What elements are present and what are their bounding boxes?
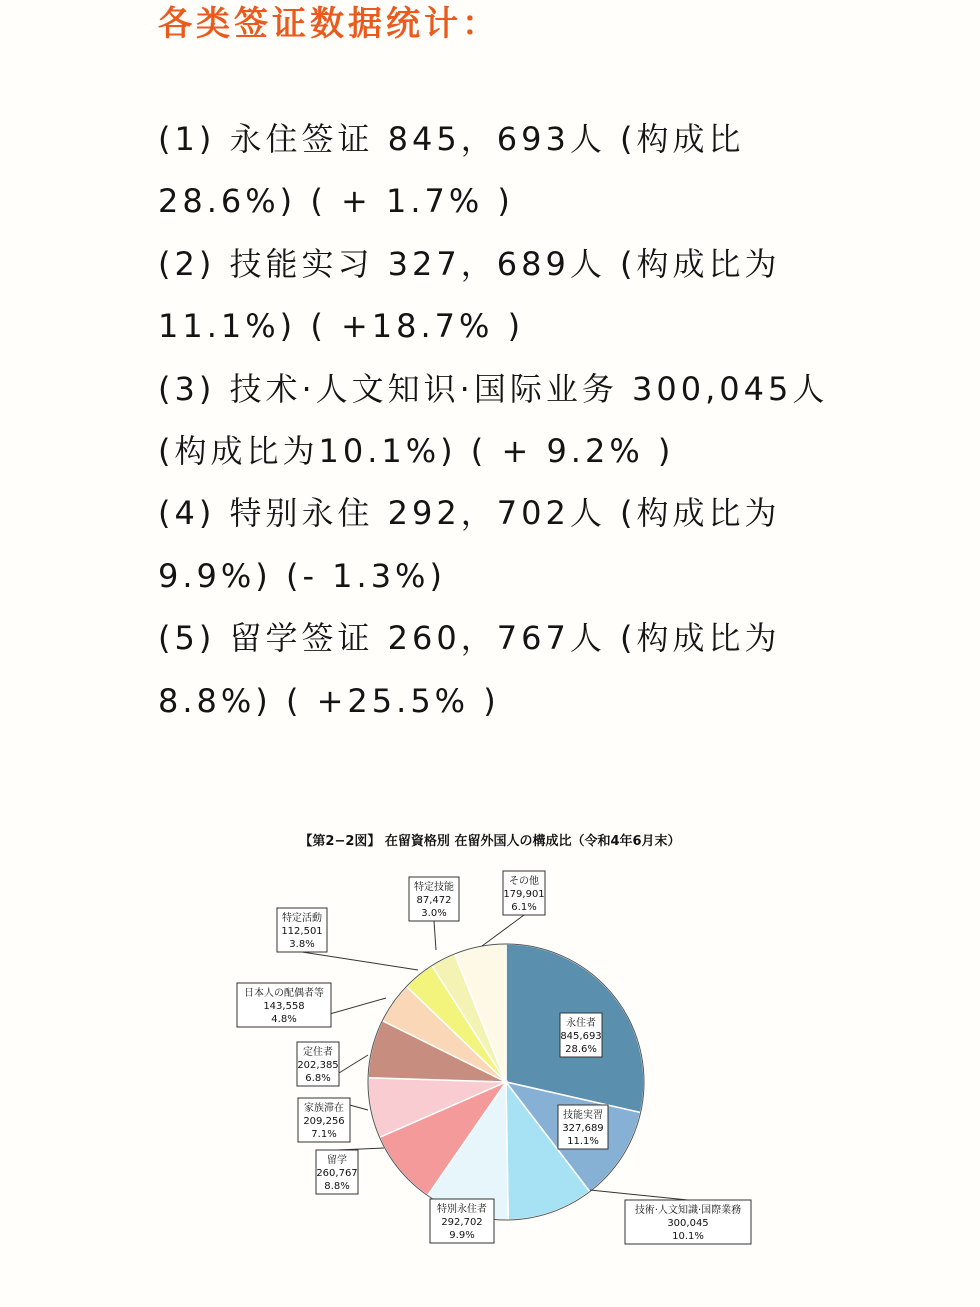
slice-value-label: 179,901 xyxy=(503,889,545,900)
slice-label: その他 xyxy=(509,876,539,887)
leader-line xyxy=(590,1190,688,1200)
slice-value-label: 112,501 xyxy=(281,926,323,937)
slice-value-label: 845,693 xyxy=(560,1031,602,1042)
slice-percent-label: 6.1% xyxy=(511,902,537,913)
slice-percent-label: 10.1% xyxy=(672,1231,704,1242)
pie-chart xyxy=(0,820,980,1307)
leader-line xyxy=(482,915,524,946)
slice-label: 家族滞在 xyxy=(304,1103,344,1114)
slice-label: 特別永住者 xyxy=(437,1204,487,1215)
slice-percent-label: 7.1% xyxy=(311,1129,337,1140)
slice-label: 日本人の配偶者等 xyxy=(244,988,324,999)
chart-title: 【第2−2図】 在留資格別 在留外国人の構成比（令和4年6月末） xyxy=(299,834,681,849)
leader-line xyxy=(434,921,436,950)
slice-percent-label: 3.8% xyxy=(289,939,315,950)
slice-value-label: 87,472 xyxy=(416,895,452,906)
list-item: (3) 技术·人文知识·国际业务 300,045人 (构成比为10.1%) ( + 9.2% ) xyxy=(158,369,829,471)
slice-value-label: 327,689 xyxy=(562,1123,604,1134)
list-item: (5) 留学签证 260，767人 (构成比为8.8%) ( +25.5% ) xyxy=(158,619,781,720)
slice-value-label: 260,767 xyxy=(316,1168,358,1179)
slice-label: 定住者 xyxy=(303,1047,333,1058)
visa-statistics-list xyxy=(158,108,848,732)
slice-value-label: 202,385 xyxy=(297,1060,339,1071)
slice-value-label: 292,702 xyxy=(441,1217,483,1228)
pie-chart-figure xyxy=(0,820,980,1307)
slice-percent-label: 6.8% xyxy=(305,1073,331,1084)
slice-percent-label: 9.9% xyxy=(449,1230,475,1241)
list-item: (4) 特别永住 292，702人 (构成比为9.9%) (- 1.3%) xyxy=(158,494,781,595)
slice-value-label: 143,558 xyxy=(263,1001,305,1012)
list-item: (2) 技能实习 327，689人 (构成比为11.1%) ( +18.7% ) xyxy=(158,244,781,346)
slice-label: 技能実習 xyxy=(563,1110,603,1121)
slice-label: 特定技能 xyxy=(414,882,454,893)
slice-percent-label: 4.8% xyxy=(271,1014,297,1025)
slice-label: 留学 xyxy=(327,1155,347,1166)
slice-value-label: 209,256 xyxy=(303,1116,345,1127)
slice-value-label: 300,045 xyxy=(667,1218,709,1229)
slice-percent-label: 28.6% xyxy=(565,1044,597,1055)
slice-percent-label: 8.8% xyxy=(324,1181,350,1192)
leader-line xyxy=(302,952,418,970)
page-heading: 各类签证数据统计： xyxy=(158,4,500,44)
slice-percent-label: 11.1% xyxy=(567,1136,599,1147)
slice-label: 特定活動 xyxy=(282,913,322,924)
slice-percent-label: 3.0% xyxy=(421,908,447,919)
slice-label: 技術·人文知識·国際業務 xyxy=(634,1205,742,1216)
list-item: (1) 永住签证 845，693人 (构成比28.6%) ( + 1.7% ) xyxy=(158,120,745,221)
slice-label: 永住者 xyxy=(566,1018,596,1029)
